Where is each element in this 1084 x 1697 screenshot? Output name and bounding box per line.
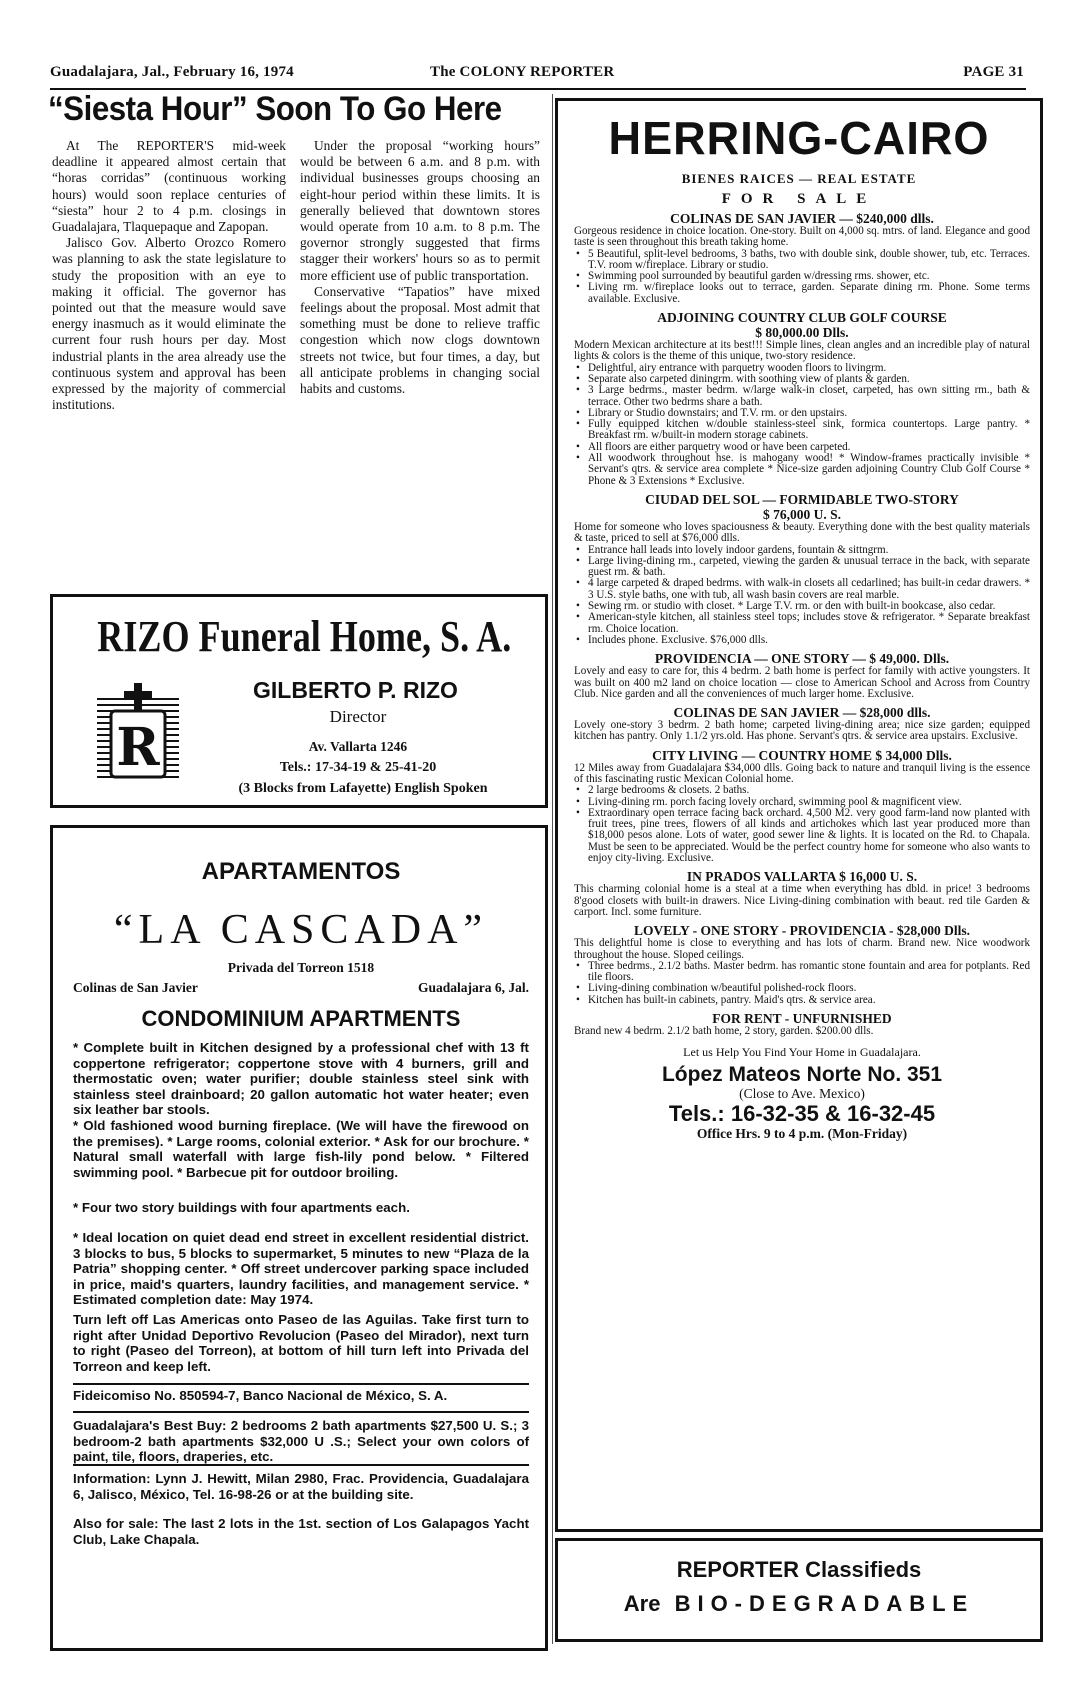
listing-heading: CIUDAD DEL SOL — FORMIDABLE TWO-STORY xyxy=(645,491,959,507)
listing-features xyxy=(574,363,1030,487)
listing xyxy=(574,310,1030,487)
cascada-best-buy: Guadalajara's Best Buy: 2 bedrooms 2 bath apartments $27,500 U. S.; 3 bedroom-2 bath apartments $32,000 U .S.; Select your own colors of paint, tile, floors, draperies, etc. xyxy=(73,1418,529,1465)
listing xyxy=(574,492,1030,646)
herring-listings xyxy=(574,211,1030,1141)
listing-description: This delightful home is close to everything and has lots of charm. Brand new. Nice woodwork throughout the house. Sloped ceilings. xyxy=(574,937,1030,961)
classifieds-title: REPORTER Classifieds xyxy=(676,1557,922,1582)
listing-feature: • 5 Beautiful, split-level bedrooms, 3 baths, two with double sink, double shower, tub, etc. Terraces. T.V. room w/fireplace. Library or studio. xyxy=(588,249,1030,272)
listing-feature: • All woodwork throughout hse. is mahogany wood! * Window-frames practically invisible * Servant's qtrs. & service area complete * Nice-size garden adjoining Country Club Golf Course * Phone & 3 Extensions * Exclusive. xyxy=(588,453,1030,487)
listing-description: Home for someone who loves spaciousness & beauty. Everything done with the best quality materials & taste, priced to sell at $76,000 dlls. xyxy=(574,520,1030,545)
listing-heading: LOVELY - ONE STORY - PROVIDENCIA - $28,000 Dlls. xyxy=(633,923,971,939)
cascada-location xyxy=(73,980,529,996)
herring-close-to: (Close to Ave. Mexico) xyxy=(739,1085,865,1101)
cascada-privada: Privada del Torreon 1518 xyxy=(227,960,375,975)
rizo-title: RIZO Funeral Home, S. A. xyxy=(97,612,512,661)
listing-feature: • Extraordinary open terrace facing back orchard. 4,500 M2. very good farm-land now planted with fruit trees, pine trees, flowers of all kinds and artichokes which last year produced more than $18,000 pesos alone. Lots of water, good sewer line & lights. It is located on the Rd. to Chapala. Must be seen to be appreciated. Would be the perfect country home for someone who also wants to enjoy city-living. Exclusive. xyxy=(588,808,1030,864)
listing-description: Lovely and easy to care for, this 4 bedrm. 2 bath home is perfect for family with active youngsters. It was built on 400 m2 land on choice location — close to American School and Across from Country Club. Nice garden and all the conveniences of much larger home. Exclusive. xyxy=(574,665,1030,700)
listing xyxy=(574,748,1030,865)
listing-features xyxy=(574,785,1030,864)
herring-subtitle: BIENES RAICES — REAL ESTATE xyxy=(681,171,917,186)
listing xyxy=(574,923,1030,1006)
cascada-colonia: Colinas de San Javier xyxy=(73,980,198,995)
listing-heading: PROVIDENCIA — ONE STORY — $ 49,000. Dlls. xyxy=(654,651,950,667)
herring-for-sale: FOR SALE xyxy=(721,191,877,207)
cascada-feature: * Old fashioned wood burning fireplace. (We will have the firewood on the premises). * Large rooms, colonial exterior. * Ask for our brochure. * Natural small waterfall with large fish-lily pond below. * Filtered swimming pool. * Barbecue pit for outdoor broiling. xyxy=(73,1118,529,1180)
classifieds-bio: BIO-DEGRADABLE xyxy=(674,1591,975,1616)
listing-description: This charming colonial home is a steal at a time when everything has dbld. in price! 3 bedrooms 8'good closets with built-in drawers. Nice Living-dining combination with beaut. red tile Garden & carport. Incl. some furniture. xyxy=(574,883,1030,918)
listing-description: 12 Miles away from Guadalajara $34,000 dlls. Going back to nature and tranquil living is the essence of this fascinating rustic Mexican Colonial home. xyxy=(574,761,1030,785)
herring-cairo-ad xyxy=(555,98,1043,1532)
siesta-paragraph: At The REPORTER'S mid-week deadline it appeared almost certain that “horas corridas” (continuous working hours) would soon replace centuries of “siesta” hour 2 to 4 p.m. closings in Guadalajara, Tlaquepaque and Zapopan. xyxy=(52,138,286,235)
siesta-paragraph: Conservative “Tapatios” have mixed feelings about the proposal. Most admit that something must be done to relieve traffic congestion which now clogs downtown streets not twice, but four times, a day, but all anticipate problems in changing social habits and customs. xyxy=(300,283,540,397)
cascada-fideicomiso: Fideicomiso No. 850594-7, Banco Nacional de México, S. A. xyxy=(73,1388,448,1403)
listing-feature: • Delightful, airy entrance with parquetry wooden floors to livingrm. xyxy=(588,363,1030,374)
divider xyxy=(73,1383,529,1385)
dateline: Guadalajara, Jal., February 16, 1974 xyxy=(50,64,294,80)
listing-feature: • American-style kitchen, all stainless steel tops; includes stove & refrigerator. * Separate breakfast rm. Choice location. xyxy=(588,612,1030,635)
siesta-column-2 xyxy=(300,138,540,397)
divider xyxy=(73,1411,529,1413)
listing-feature: • 3 Large bedrms., master bedrm. w/large walk-in closet, carpeted, has own sitting rm., bath & terrace. Other two bedrms share a bath. xyxy=(588,385,1030,408)
rizo-phones: Tels.: 17-34-19 & 25-41-20 xyxy=(279,760,437,775)
listing-feature: • 4 large carpeted & draped bedrms. with walk-in closets all cedarlined; has built-in cedar drawers. * 3 U.S. style baths, one with tub, all wash basin covers are real marble. xyxy=(588,578,1030,601)
siesta-headline: “Siesta Hour” Soon To Go Here xyxy=(48,90,502,128)
listing-feature: • Separate also carpeted diningrm. with soothing view of plants & garden. xyxy=(588,374,1030,385)
cascada-directions: Turn left off Las Americas onto Paseo de las Aguilas. Take first turn to right after Unidad Deportivo Revolucion (Paseo del Mirador), next turn to right (Paseo del Torreon), at bottom of hill turn left into Privada del Torreon and keep left. xyxy=(73,1312,529,1374)
page-header xyxy=(0,64,1084,86)
cascada-information: Information: Lynn J. Hewitt, Milan 2980, Frac. Providencia, Guadalajara 6, Jalisco, México, Tel. 16-98-26 or at the building site. xyxy=(73,1471,529,1502)
listing-feature: • 2 large bedrooms & closets. 2 baths. xyxy=(588,785,1030,796)
listing-feature: • Three bedrms., 2.1/2 baths. Master bedrm. has romantic stone fountain and area for potplants. Red tile floors. xyxy=(588,961,1030,984)
listing xyxy=(574,869,1030,918)
cascada-name: “LA CASCADA” xyxy=(113,907,489,953)
listing-feature: • Library or Studio downstairs; and T.V. rm. or den upstairs. xyxy=(588,408,1030,419)
siesta-column-1 xyxy=(52,138,286,413)
rizo-address: Av. Vallarta 1246 xyxy=(308,739,408,754)
herring-title: HERRING-CAIRO xyxy=(608,112,990,164)
rizo-role: Director xyxy=(329,707,387,726)
listing-description: Gorgeous residence in choice location. One-story. Built on 4,000 sq. mtrs. of land. Elegance and good taste is seen throughout this breath taking home. xyxy=(574,225,1030,249)
herring-phones: Tels.: 16-32-35 & 16-32-45 xyxy=(668,1100,936,1126)
listing-feature: • Living-dining combination w/beautiful polished-rock floors. xyxy=(588,983,1030,994)
listing-feature: • Sewing rm. or studio with closet. * Large T.V. rm. or den with built-in bookcase, also cedar. xyxy=(588,601,1030,612)
paper-name: The COLONY REPORTER xyxy=(430,64,615,80)
listing-heading: COLINAS DE SAN JAVIER — $240,000 dlls. xyxy=(670,211,934,226)
listing-features xyxy=(574,249,1030,305)
herring-hours: Office Hrs. 9 to 4 p.m. (Mon-Friday) xyxy=(696,1125,908,1141)
listing-feature: • Living-dining rm. porch facing lovely orchard, swimming pool & magnificent view. xyxy=(588,797,1030,808)
listing-feature: • Entrance hall leads into lovely indoor gardens, fountain & sittngrm. xyxy=(588,545,1030,556)
listing-feature: • Large living-dining rm., carpeted, viewing the garden & unusual terrace in the back, with separate guest rm. & bath. xyxy=(588,556,1030,579)
classifieds-are: Are xyxy=(623,1591,661,1616)
listing-feature: • Fully equipped kitchen w/double stainless-steel sink, formica countertops. Large pantry. * Breakfast rm. w/built-in modern storage cabinets. xyxy=(588,419,1030,442)
cascada-condo-heading: CONDOMINIUM APARTMENTS xyxy=(141,1006,461,1031)
listing-features xyxy=(574,961,1030,1006)
siesta-paragraph: Jalisco Gov. Alberto Orozco Romero was planning to ask the state legislature to study the proposition with an eye to making it official. The governor has pointed out that the measure would save energy inasmuch as it would eliminate the current four rush hours per day. Most industrial plants in the area already use the continuous system and approval has been expressed by the majority of commercial institutions. xyxy=(52,235,286,413)
la-cascada-ad xyxy=(50,825,548,1651)
listing-feature: • Includes phone. Exclusive. $76,000 dlls. xyxy=(588,635,1030,646)
listing xyxy=(574,651,1030,700)
listing-price: $ 76,000 U. S. xyxy=(762,506,841,522)
listing-heading: COLINAS DE SAN JAVIER — $28,000 dlls. xyxy=(673,705,931,721)
rizo-note: (3 Blocks from Lafayette) English Spoken xyxy=(238,781,488,796)
herring-thanks: Let us Help You Find Your Home in Guadalajara. xyxy=(683,1045,921,1060)
divider xyxy=(73,1464,529,1466)
rizo-logo-letters: R xyxy=(116,717,160,778)
rizo-cross-logo-icon xyxy=(97,683,179,783)
cascada-feature: * Complete built in Kitchen designed by a professional chef with 13 ft coppertone refrigerator; coppertone stove with 4 burners, grill and thermostatic oven; water purifier; double stainless steel sink with stainless steel drainboard; 20 gallon automatic hot water heater; even six leather bar stools. xyxy=(73,1040,529,1118)
cascada-also-sale: Also for sale: The last 2 lots in the 1st. section of Los Galapagos Yacht Club, Lake Chapala. xyxy=(73,1516,529,1547)
rizo-director-name: GILBERTO P. RIZO xyxy=(253,677,458,703)
siesta-paragraph: Under the proposal “working hours” would be between 6 a.m. and 8 p.m. with individual businesses groups choosing an eight-hour period within these limits. It is generally believed that downtown stores would operate from 10 a.m. to 8 p.m. The governor strongly suggested that firms stagger their workers' hours so as to permit more efficient use of public transportation. xyxy=(300,138,540,283)
cascada-feature: * Ideal location on quiet dead end street in excellent residential district. 3 blocks to bus, 5 blocks to supermarket, 5 minutes to new “Plaza de la Patria” shopping center. * Off street undercover parking space included in price, maid's quarters, laundry facilities, and management service. * Estimated completion date: May 1974. xyxy=(73,1230,529,1308)
listing-description: Lovely one-story 3 bedrm. 2 bath home; carpeted living-dining area; nice size garden; equipped kitchen has pantry. Only 1.1/2 yrs.old. Has phone. Servant's qtrs. & service area upstairs. Exclusive. xyxy=(574,719,1030,743)
listing-heading: IN PRADOS VALLARTA $ 16,000 U. S. xyxy=(686,869,918,885)
column-divider xyxy=(552,94,553,1644)
listing xyxy=(574,705,1030,743)
page-number: PAGE 31 xyxy=(963,64,1024,80)
listing-feature: • Living rm. w/fireplace looks out to terrace, garden. Separate dining rm. Phone. Some terms available. Exclusive. xyxy=(588,282,1030,305)
listing-feature: • Swimming pool surrounded by beautiful garden w/dressing rms. shower, etc. xyxy=(588,271,1030,282)
listing-heading: CITY LIVING — COUNTRY HOME $ 34,000 Dlls. xyxy=(652,747,952,763)
listing-feature: • Kitchen has built-in cabinets, pantry. Maid's qtrs. & service area. xyxy=(588,995,1030,1006)
cascada-feature: * Four two story buildings with four apartments each. xyxy=(73,1200,410,1215)
listing-features xyxy=(574,545,1030,647)
classifieds-tagline xyxy=(558,1591,1040,1617)
listing-heading: ADJOINING COUNTRY CLUB GOLF COURSE xyxy=(657,310,947,326)
listing-description: Brand new 4 bedrm. 2.1/2 bath home, 2 story, garden. $200.00 dlls. xyxy=(574,1025,874,1038)
cascada-city: Guadalajara 6, Jal. xyxy=(417,980,529,995)
listing xyxy=(574,1011,1030,1037)
listing-heading: FOR RENT - UNFURNISHED xyxy=(712,1011,892,1027)
listing-description: Modern Mexican architecture at its best!!! Simple lines, clean angles and an incredible play of natural lights & colors is the theme of this unique, two-story residence. xyxy=(574,339,1030,363)
rizo-funeral-ad xyxy=(50,594,548,808)
listing xyxy=(574,211,1030,305)
herring-address: López Mateos Norte No. 351 xyxy=(661,1062,943,1086)
classifieds-ad xyxy=(555,1538,1043,1642)
cascada-heading: APARTAMENTOS xyxy=(201,858,401,885)
listing-price: $ 80,000.00 Dlls. xyxy=(755,325,849,341)
listing-feature: • All floors are either parquetry wood or have been carpeted. xyxy=(588,442,1030,453)
